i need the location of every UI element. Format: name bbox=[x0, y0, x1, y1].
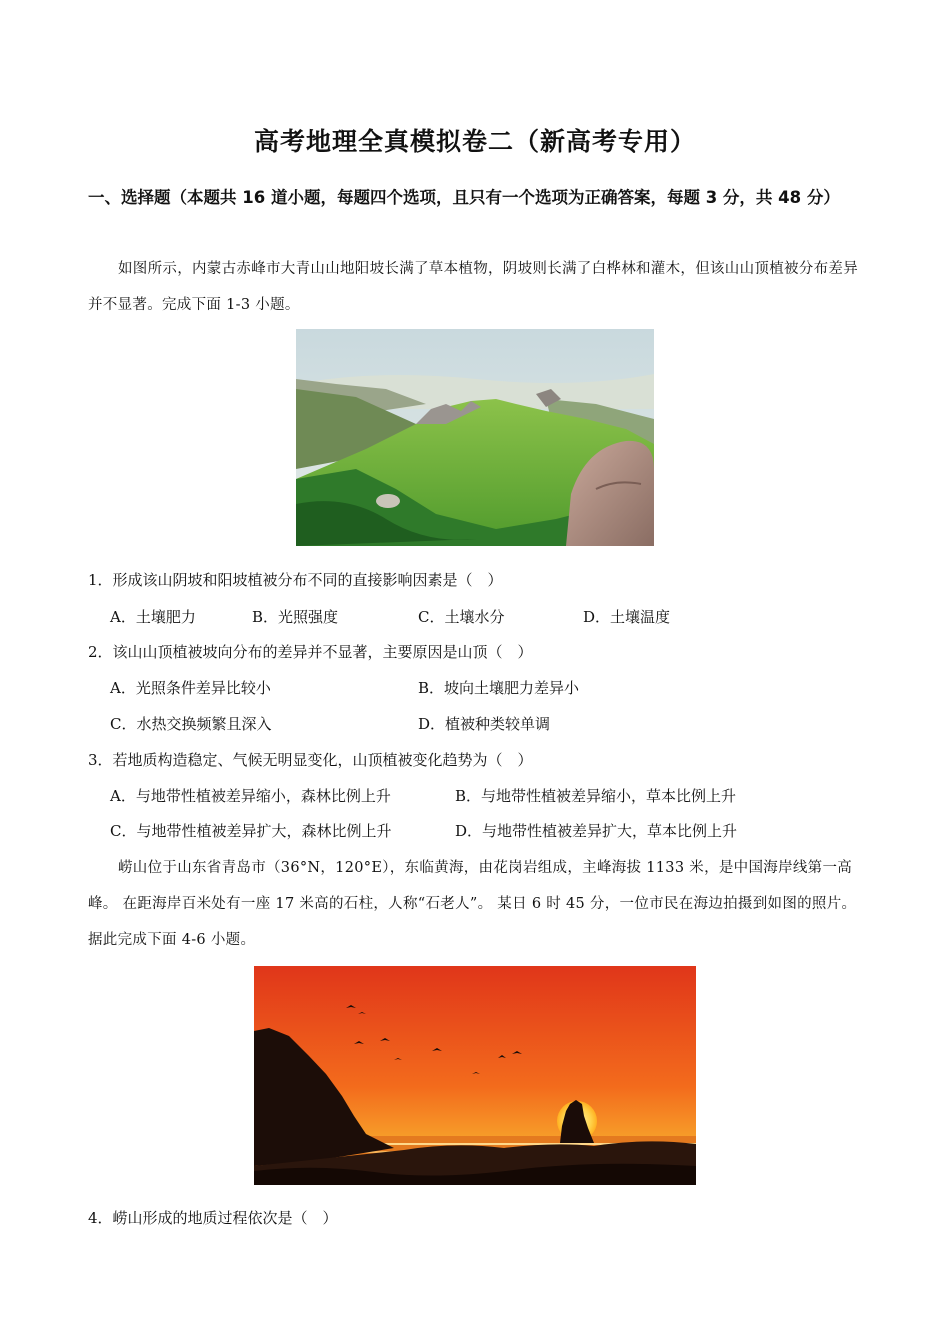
q2-option-a: A．光照条件差异比较小 bbox=[110, 679, 271, 697]
q2-option-c: C．水热交换频繁且深入 bbox=[110, 715, 272, 733]
q3-option-b: B．与地带性植被差异缩小，草本比例上升 bbox=[455, 787, 737, 805]
q1-option-c: C．土壤水分 bbox=[418, 608, 505, 626]
q3-option-d: D．与地带性植被差异扩大，草本比例上升 bbox=[455, 822, 738, 840]
question-1-stem: 1．形成该山阴坡和阳坡植被分布不同的直接影响因素是（ ） bbox=[88, 571, 503, 589]
section-heading: 一、选择题（本题共 16 道小题，每题四个选项，且只有一个选项为正确答案，每题 3 分，共 48 分） bbox=[88, 188, 840, 207]
question-3-stem: 3．若地质构造稳定、气候无明显变化，山顶植被变化趋势为（ ） bbox=[88, 751, 533, 769]
q2-option-b: B．坡向土壤肥力差异小 bbox=[418, 679, 580, 697]
q3-option-a: A．与地带性植被差异缩小，森林比例上升 bbox=[110, 787, 391, 805]
passage-1: 如图所示，内蒙古赤峰市大青山山地阳坡长满了草本植物，阴坡则长满了白桦林和灌木，但该山山顶植被分布差异并不显著。完成下面 1-3 小题。 bbox=[88, 261, 858, 313]
passage-2: 崂山位于山东省青岛市（36°N，120°E），东临黄海，由花岗岩组成，主峰海拔 1133 米，是中国海岸线第一高峰。 在距海岸百米处有一座 17 米高的石柱，人称“石老人”。 某日 6 时 45 分，一位市民在海边拍摄到如图的照片。据此完成下面 4-6 小题。 bbox=[88, 860, 857, 948]
page-title: 高考地理全真模拟卷二（新高考专用） bbox=[253, 127, 696, 156]
sunrise-sea-stack-photo bbox=[254, 966, 696, 1185]
q1-option-d: D．土壤温度 bbox=[583, 608, 671, 626]
q1-option-a: A．土壤肥力 bbox=[110, 608, 196, 626]
q1-option-b: B．光照强度 bbox=[252, 608, 339, 626]
q2-option-d: D．植被种类较单调 bbox=[418, 715, 551, 733]
q3-option-c: C．与地带性植被差异扩大，森林比例上升 bbox=[110, 822, 392, 840]
question-2-stem: 2．该山山顶植被坡向分布的差异并不显著，主要原因是山顶（ ） bbox=[88, 643, 533, 661]
mountain-landscape-photo bbox=[296, 329, 654, 546]
question-4-stem: 4．崂山形成的地质过程依次是（ ） bbox=[88, 1209, 338, 1227]
